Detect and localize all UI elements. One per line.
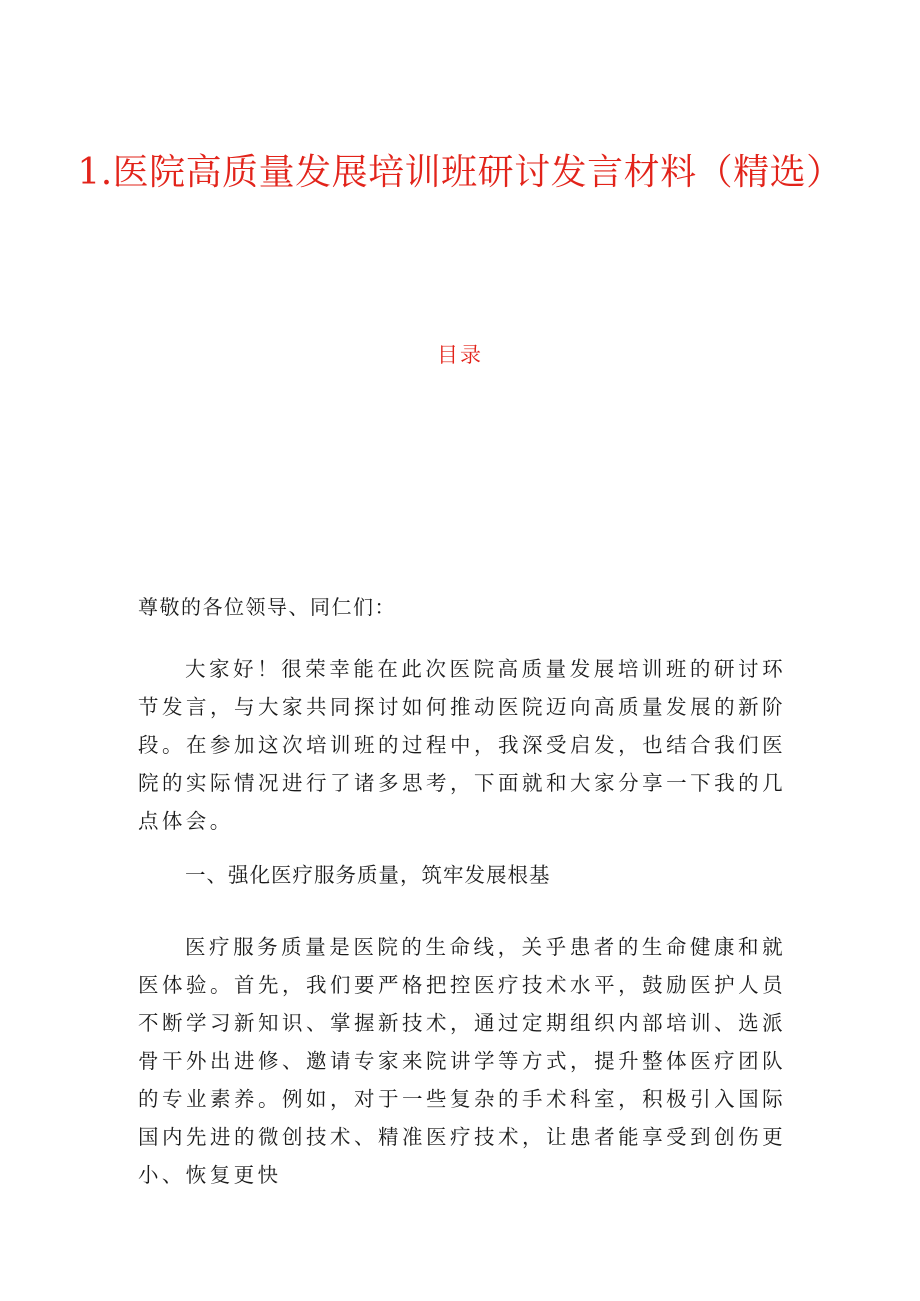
section-heading: 一、强化医疗服务质量，筑牢发展根基 [185,863,551,887]
document-title: 1.医院高质量发展培训班研讨发言材料（精选） [77,152,843,193]
body-paragraph: 医疗服务质量是医院的生命线，关乎患者的生命健康和就医体验。首先，我们要严格把控医疗技术水平，鼓励医护人员不断学习新知识、掌握新技术，通过定期组织内部培训、选派骨干外出进修、邀请专家来院讲学等方式，提升整体医疗团队的专业素养。例如，对于一些复杂的手术科室，积极引入国际国内先进的微创技术、精准医疗技术，让患者能享受到创伤更小、恢复更快 [138,935,786,1187]
salutation: 尊敬的各位领导、同仁们： [138,595,396,619]
body-paragraph: 大家好！很荣幸能在此次医院高质量发展培训班的研讨环节发言，与大家共同探讨如何推动医院迈向高质量发展的新阶段。在参加这次培训班的过程中，我深受启发，也结合我们医院的实际情况进行了诸多思考，下面就和大家分享一下我的几点体会。 [138,657,786,833]
toc-heading: 目录 [437,343,483,367]
